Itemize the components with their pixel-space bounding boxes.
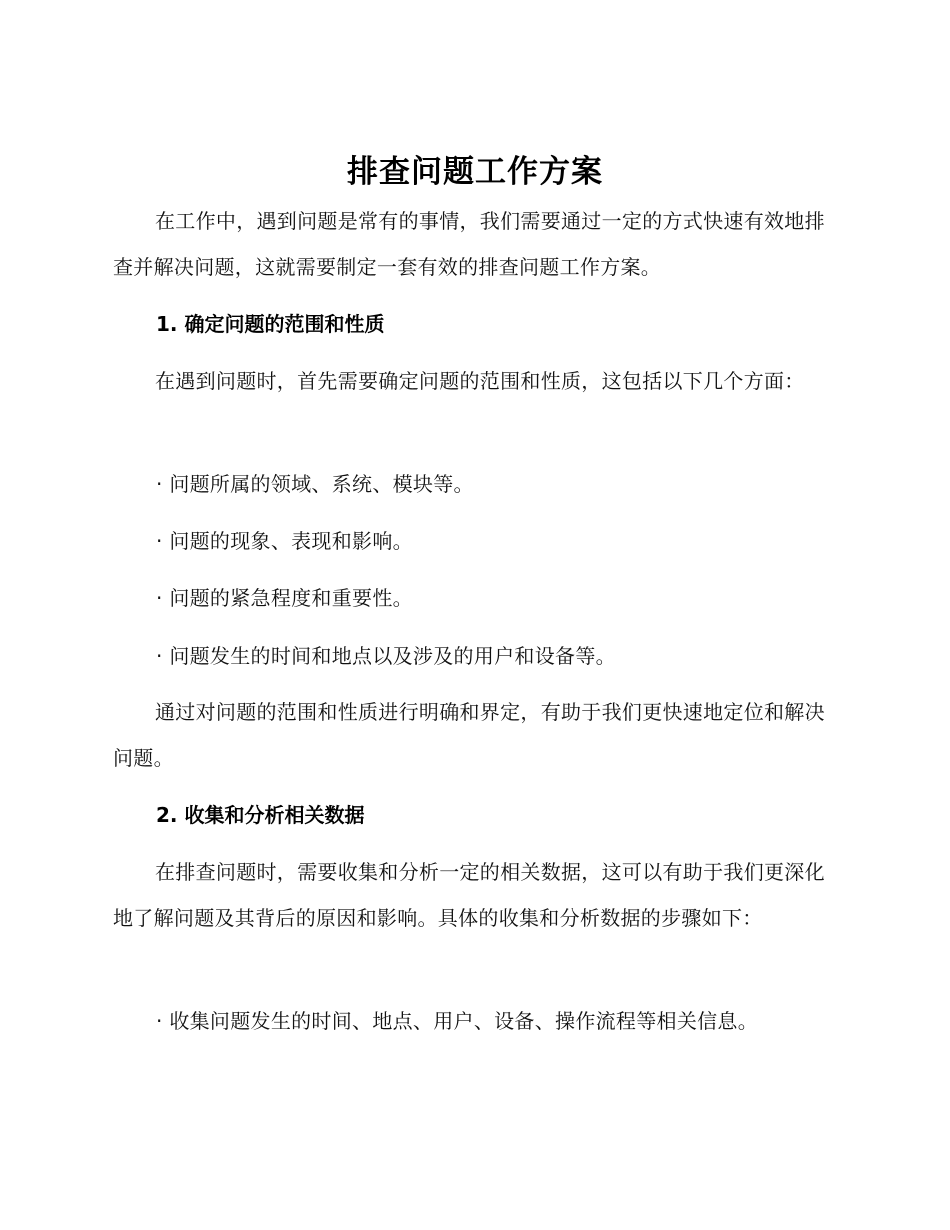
section-1-intro: 在遇到问题时，首先需要确定问题的范围和性质，这包括以下几个方面： <box>155 369 805 393</box>
document-title: 排查问题工作方案 <box>347 154 603 190</box>
intro-paragraph: 在工作中，遇到问题是常有的事情，我们需要通过一定的方式快速有效地排查并解决问题，这就需要制定一套有效的排查问题工作方案。 <box>113 209 825 279</box>
section-1-bullet-3: · 问题的紧急程度和重要性。 <box>156 586 413 610</box>
section-2-intro: 在排查问题时，需要收集和分析一定的相关数据，这可以有助于我们更深化地了解问题及其背后的原因和影响。具体的收集和分析数据的步骤如下： <box>113 860 825 930</box>
section-2-heading: 2. 收集和分析相关数据 <box>156 803 365 827</box>
section-1-bullet-1: · 问题所属的领域、系统、模块等。 <box>156 472 474 496</box>
section-1-bullet-4: · 问题发生的时间和地点以及涉及的用户和设备等。 <box>156 644 616 668</box>
section-1-bullet-2: · 问题的现象、表现和影响。 <box>156 529 413 553</box>
section-2-bullet-1: · 收集问题发生的时间、地点、用户、设备、操作流程等相关信息。 <box>156 1009 759 1033</box>
section-1-conclusion: 通过对问题的范围和性质进行明确和界定，有助于我们更快速地定位和解决问题。 <box>113 700 825 770</box>
section-1-heading: 1. 确定问题的范围和性质 <box>156 312 385 336</box>
